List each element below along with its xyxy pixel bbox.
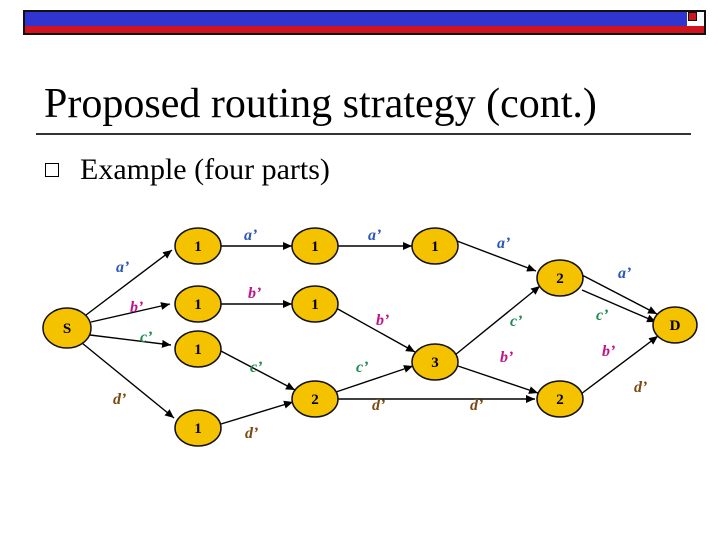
edge-label-a: a’ xyxy=(116,259,130,276)
edge-d1-m2 xyxy=(221,402,293,424)
node-d-label: D xyxy=(669,318,681,334)
node-m3-label: 3 xyxy=(431,355,439,371)
node-d1-label: 1 xyxy=(194,421,202,437)
edge-label-c: c’ xyxy=(250,359,263,376)
edge-s-d1 xyxy=(82,343,174,418)
node-r2bot-label: 2 xyxy=(556,392,564,408)
edge-label-a: a’ xyxy=(368,227,382,244)
node-c1-label: 1 xyxy=(194,342,202,358)
bullet-text: Example (four parts) xyxy=(80,153,330,186)
node-b1-label: 1 xyxy=(194,297,202,313)
slide-title: Proposed routing strategy (cont.) xyxy=(44,81,597,127)
edge-label-a: a’ xyxy=(244,227,258,244)
edge-label-b: b’ xyxy=(500,349,514,366)
node-m2-label: 2 xyxy=(311,392,319,408)
edge-label-d: d’ xyxy=(634,379,648,396)
edge-label-d: d’ xyxy=(113,391,127,408)
edge-label-d: d’ xyxy=(245,425,259,442)
node-s-label: S xyxy=(62,321,72,337)
edge-m3-r2bot xyxy=(455,365,538,393)
edge-label-b: b’ xyxy=(376,312,390,329)
edge-s-c1 xyxy=(90,335,171,345)
edge-label-c: c’ xyxy=(510,313,523,330)
edge-label-c: c’ xyxy=(356,359,369,376)
edge-label-b: b’ xyxy=(130,299,144,316)
edge-label-c: c’ xyxy=(140,329,153,346)
edge-label-b: b’ xyxy=(602,343,616,360)
edge-m2-m3 xyxy=(336,366,413,392)
node-a1-label: 1 xyxy=(194,239,202,255)
edge-label-c: c’ xyxy=(596,307,609,324)
edge-label-d: d’ xyxy=(372,397,386,414)
edge-m3-r2top xyxy=(455,286,540,355)
node-a3-label: 1 xyxy=(431,239,439,255)
node-r2top-label: 2 xyxy=(556,271,564,287)
edge-label-d: d’ xyxy=(470,397,484,414)
edge-label-a: a’ xyxy=(497,235,511,252)
node-b2-label: 1 xyxy=(311,297,319,313)
edge-label-a: a’ xyxy=(618,265,632,282)
edge-label-b: b’ xyxy=(248,285,262,302)
node-a2-label: 1 xyxy=(311,239,319,255)
